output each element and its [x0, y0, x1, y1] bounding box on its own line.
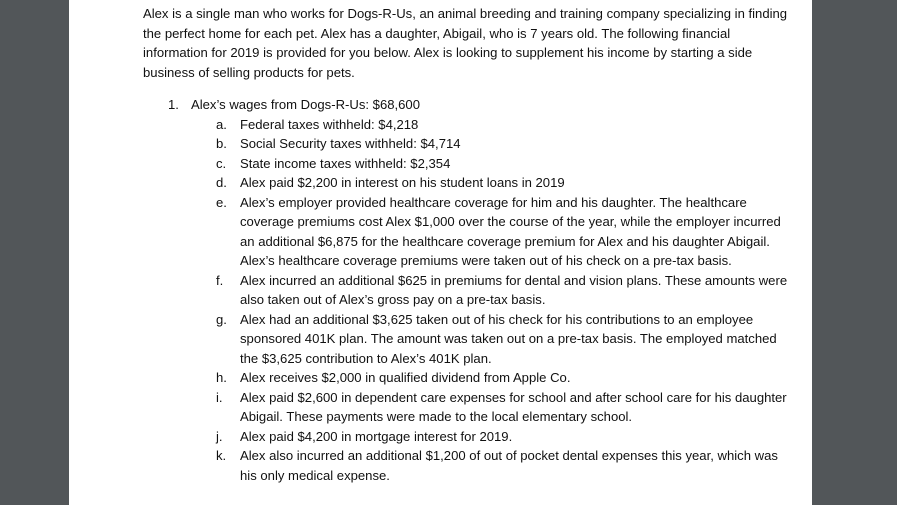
sub-text: Alex’s employer provided healthcare coverage for him and his daughter. The healthcare coverage premiums cost Alex $1,000 over the course of the year, while the employer incurred an additional $6,875 for the healthcare coverage premium for Alex and his daughter Abigail. Alex’s healthcare coverage premiums were taken out of his check on a pre-tax basis. — [240, 194, 781, 268]
sub-text: Alex had an additional $3,625 taken out of his check for his contributions to an employee sponsored 401K plan. The amount was taken out on a pre-tax basis. The employed matched the $3,625 contribution to Alex’s 401K plan. — [240, 311, 777, 366]
sub-item-h — [143, 368, 789, 388]
sub-letter: h. — [216, 370, 227, 385]
sub-item-k — [143, 446, 789, 485]
sub-letter: d. — [216, 175, 227, 190]
intro-paragraph: Alex is a single man who works for Dogs-R-Us, an animal breeding and training company specializing in finding the perfect home for each pet. Alex has a daughter, Abigail, who is 7 years old. The following financial information for 2019 is provided for you below. Alex is looking to supplement his income by starting a side business of selling products for pets. — [143, 6, 788, 80]
document-page — [69, 0, 812, 505]
sub-item-f — [143, 271, 789, 310]
sub-text: Alex incurred an additional $625 in premiums for dental and vision plans. These amounts were also taken out of Alex’s gross pay on a pre-tax basis. — [240, 272, 788, 307]
sub-text: Alex paid $4,200 in mortgage interest for 2019. — [240, 428, 513, 444]
sub-item-i — [143, 388, 789, 427]
wages-heading: Alex’s wages from Dogs-R-Us: $68,600 — [191, 97, 420, 112]
sub-item-d — [143, 173, 789, 193]
sub-item-b — [143, 134, 789, 154]
sub-item-j — [143, 427, 789, 447]
sub-letter: j. — [216, 428, 223, 444]
sub-letter: g. — [216, 311, 227, 327]
sub-text: Alex receives $2,000 in qualified dividend from Apple Co. — [240, 370, 571, 385]
sub-item-e — [143, 193, 789, 271]
list-item-1 — [143, 95, 789, 115]
sub-item-c — [143, 154, 789, 174]
sub-text: Alex paid $2,200 in interest on his student loans in 2019 — [240, 175, 565, 190]
document-body — [143, 4, 789, 485]
sub-text: Federal taxes withheld: $4,218 — [240, 116, 419, 132]
sub-text: State income taxes withheld: $2,354 — [240, 155, 451, 171]
sub-letter: e. — [216, 194, 227, 210]
sub-item-g — [143, 310, 789, 369]
sub-letter: k. — [216, 448, 227, 463]
sub-text: Alex paid $2,600 in dependent care expenses for school and after school care for his daughter Abigail. These payments were made to the local elementary school. — [240, 389, 787, 424]
sub-letter: b. — [216, 136, 227, 151]
sub-item-a — [143, 115, 789, 135]
list-number: 1. — [168, 97, 179, 112]
sub-letter: c. — [216, 155, 227, 171]
sub-text: Social Security taxes withheld: $4,714 — [240, 136, 461, 151]
sub-letter: i. — [216, 389, 223, 405]
sub-letter: a. — [216, 116, 227, 132]
sub-letter: f. — [216, 272, 224, 288]
sub-text: Alex also incurred an additional $1,200 of out of pocket dental expenses this year, which was his only medical expense. — [240, 448, 778, 483]
sub-list — [143, 115, 789, 486]
